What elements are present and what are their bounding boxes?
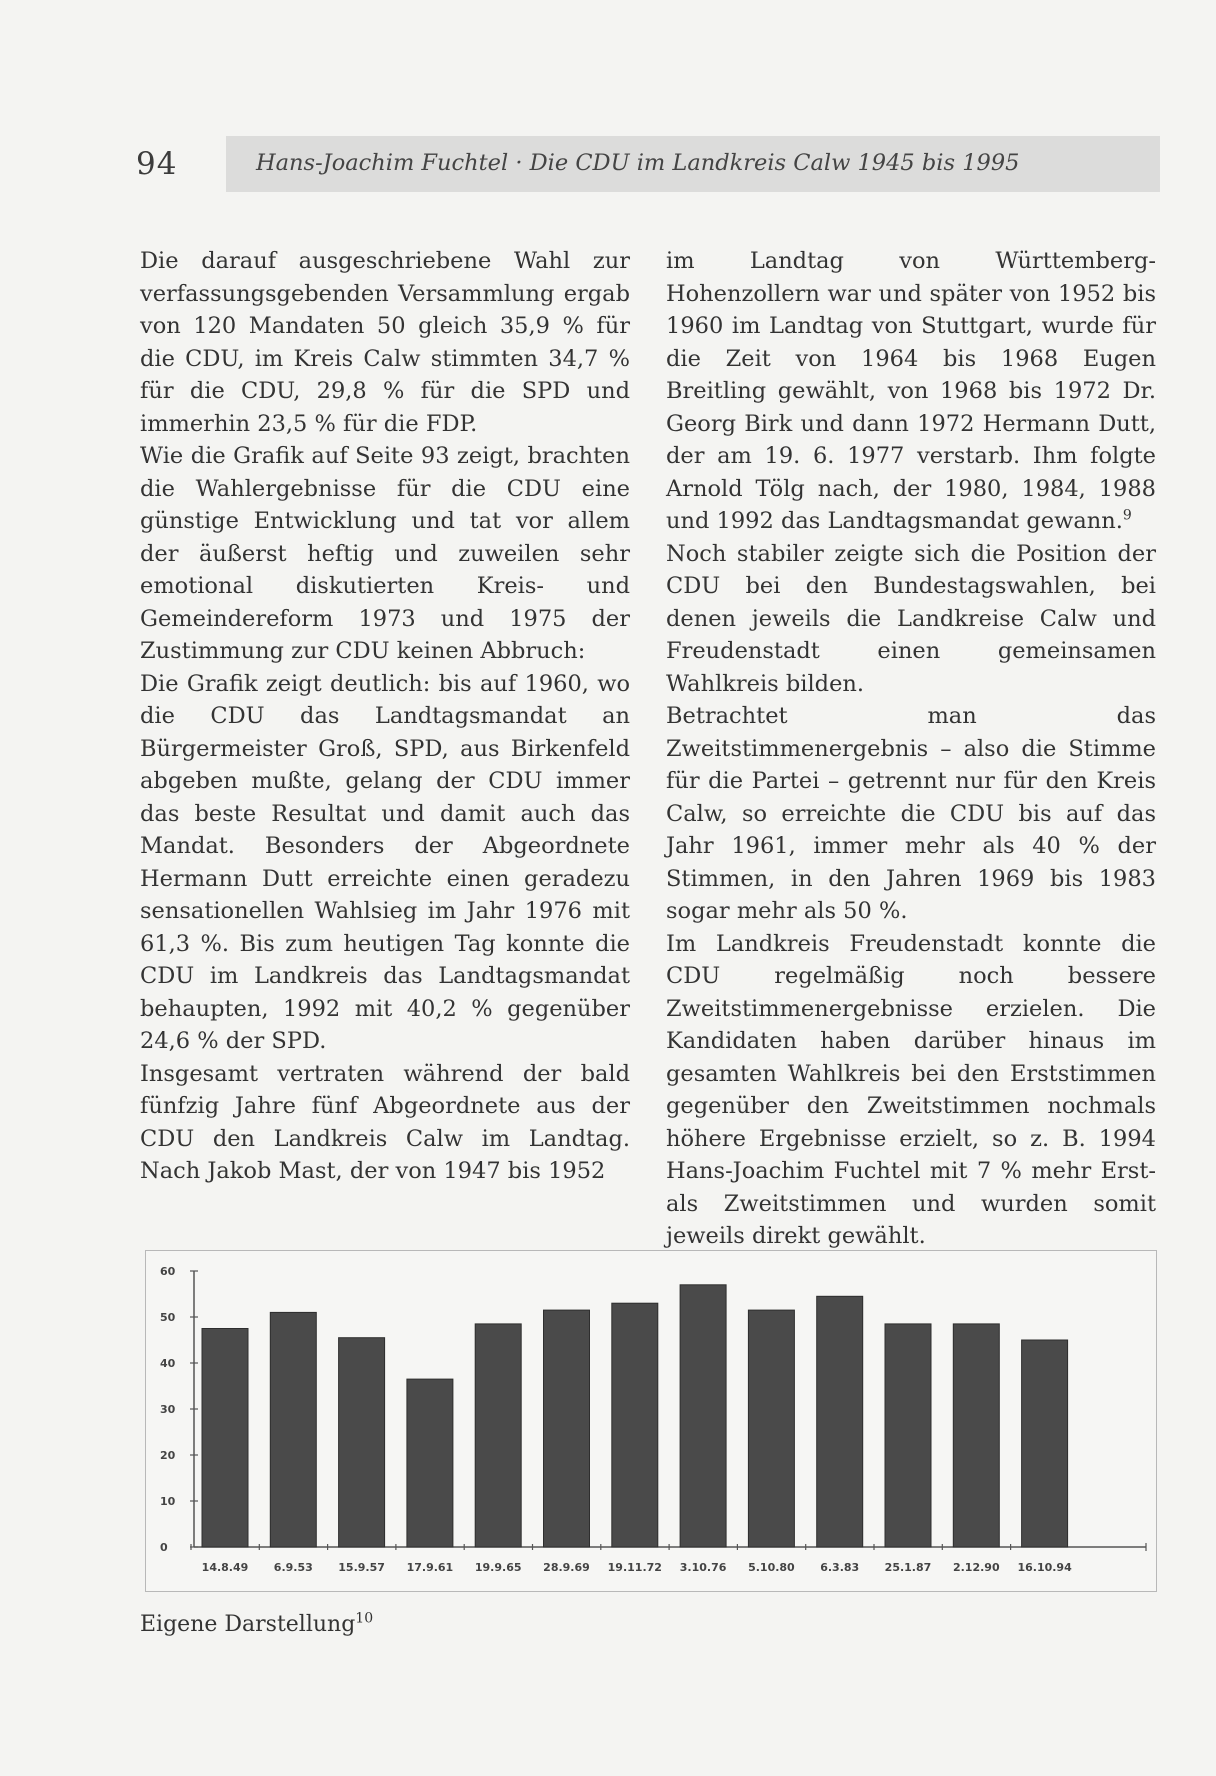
y-tick-label: 50 — [160, 1311, 176, 1324]
y-tick-label: 10 — [160, 1495, 176, 1508]
paragraph: Wie die Grafik auf Seite 93 zeigt, brachten die Wahlergebnisse für die CDU eine günstige Entwicklung und tat vor allem der äußerst heftig und zuweilen sehr emotional diskutierten Kreis- und Gemeindereform 1973 und 1975 der Zustimmung zur CDU keinen Abbruch: — [140, 443, 630, 664]
x-tick-label: 2.12.90 — [952, 1561, 1000, 1574]
x-tick-label: 17.9.61 — [406, 1561, 454, 1574]
y-tick-label: 20 — [160, 1449, 176, 1462]
paragraph: Noch stabiler zeigte sich die Position der CDU bei den Bundestagswahlen, bei denen jeweils die Landkreise Calw und Freudenstadt einen gemeinsamen Wahlkreis bilden. — [666, 540, 1156, 697]
paragraph — [666, 245, 1156, 538]
x-tick-label: 28.9.69 — [543, 1561, 590, 1574]
paragraph-text: im Landtag von Württemberg-Hohenzollern war und später von 1952 bis 1960 im Landtag von Stuttgart, wurde für die Zeit von 1964 bis 1968 Eugen Breitling gewählt, von 1968 bis 1972 Dr. Georg Birk und dann 1972 Hermann Dutt, der am 19. 6. 1977 verstarb. Ihm folgte Arnold Tölg nach, der 1980, 1984, 1988 und 1992 das Landtagsmandat gewann. — [666, 248, 1156, 534]
paragraph: Die Grafik zeigt deutlich: bis auf 1960, wo die CDU das Landtagsmandat an Bürgermeister Groß, SPD, aus Birkenfeld abgeben mußte, gelang der CDU immer das beste Resultat und damit auch das Mandat. Besonders der Abgeordnete Hermann Dutt erreichte einen geradezu sensationellen Wahlsieg im Jahr 1976 mit 61,3 %. Bis zum heutigen Tag konnte die CDU im Landkreis das Landtagsmandat behaupten, 1992 mit 40,2 % gegenüber 24,6 % der SPD. — [140, 670, 630, 1054]
x-tick-label: 6.3.83 — [820, 1561, 860, 1574]
paragraph: Im Landkreis Freudenstadt konnte die CDU regelmäßig noch bessere Zweitstimmenergebnisse erzielen. Die Kandidaten haben darüber hinaus im gesamten Wahlkreis bei den Erststimmen gegenüber den Zweitstimmen nochmals höhere Ergebnisse erzielt, so z. B. 1994 Hans-Joachim Fuchtel mit 7 % mehr Erst- als Zweitstimmen und wurden somit jeweils direkt gewählt. — [666, 930, 1156, 1249]
footnote-marker: 10 — [355, 1610, 374, 1627]
left-column — [140, 245, 630, 1188]
running-title: Hans-Joachim Fuchtel · Die CDU im Landkreis Calw 1945 bis 1995 — [256, 150, 1020, 176]
bar — [612, 1303, 658, 1547]
paragraph: Die darauf ausgeschriebene Wahl zur verfassungsgebenden Versammlung ergab von 120 Mandaten 50 gleich 35,9 % für die CDU, im Kreis Calw stimmten 34,7 % für die CDU, 29,8 % für die SPD und immerhin 23,5 % für die FDP. — [140, 248, 630, 437]
caption-text: Eigene Darstellung — [140, 1612, 356, 1637]
x-tick-label: 19.9.65 — [474, 1561, 522, 1574]
bar — [885, 1324, 931, 1547]
paragraph: Betrachtet man das Zweitstimmenergebnis – also die Stimme für die Partei – getrennt nur für den Kreis Calw, so erreichte die CDU bis auf das Jahr 1961, immer mehr als 40 % der Stimmen, in den Jahren 1969 bis 1983 sogar mehr als 50 %. — [666, 703, 1156, 924]
y-tick-label: 60 — [160, 1265, 176, 1278]
bar — [407, 1379, 453, 1547]
page-header — [136, 136, 1160, 192]
x-tick-label: 16.10.94 — [1017, 1561, 1072, 1574]
x-tick-label: 25.1.87 — [884, 1561, 932, 1574]
y-tick-label: 30 — [160, 1403, 176, 1416]
x-tick-label: 14.8.49 — [201, 1561, 249, 1574]
x-tick-label: 15.9.57 — [338, 1561, 385, 1574]
bar — [202, 1329, 248, 1548]
y-tick-label: 40 — [160, 1357, 176, 1370]
election-results-chart — [145, 1250, 1157, 1592]
bar — [680, 1285, 726, 1547]
running-header-band — [226, 136, 1160, 192]
x-tick-label: 19.11.72 — [607, 1561, 662, 1574]
x-tick-label: 3.10.76 — [679, 1561, 727, 1574]
paragraph: Insgesamt vertraten während der bald fünfzig Jahre fünf Abgeordnete aus der CDU den Landkreis Calw im Landtag. Nach Jakob Mast, der von 1947 bis 1952 — [140, 1060, 630, 1184]
bar — [544, 1310, 590, 1547]
bar — [270, 1312, 316, 1547]
chart-svg — [146, 1251, 1156, 1591]
bar — [748, 1310, 794, 1547]
bar — [953, 1324, 999, 1547]
x-tick-label: 6.9.53 — [273, 1561, 313, 1574]
figure-caption — [140, 1612, 373, 1637]
x-tick-label: 5.10.80 — [748, 1561, 795, 1574]
bar — [1022, 1340, 1068, 1547]
footnote-marker: 9 — [1122, 507, 1132, 524]
bar — [339, 1338, 385, 1547]
bar — [817, 1296, 863, 1547]
right-column — [666, 245, 1156, 1253]
bar — [475, 1324, 521, 1547]
y-tick-label: 0 — [160, 1541, 168, 1554]
page-number: 94 — [136, 146, 178, 182]
